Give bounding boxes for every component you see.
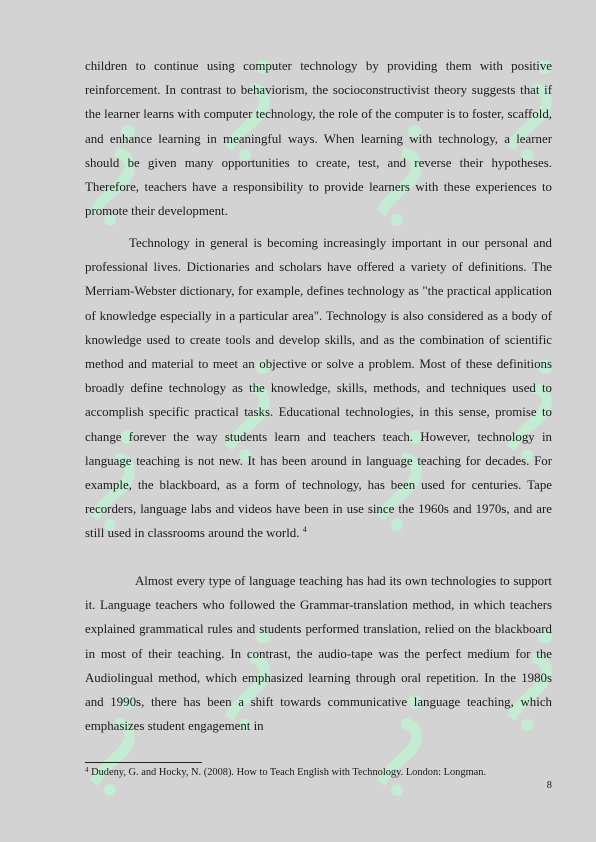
footnote <box>85 766 555 779</box>
body-paragraph-3: Almost every type of language teaching has had its own technologies to support it. Language teachers who followed the Grammar-translation method, in which teachers explained grammatical rules and students performed translation, relied on the blackboard in most of their teaching. In contrast, the audio-tape was the perfect medium for the Audiolingual method, which emphasized learning through oral repetition. In the 1980s and 1990s, there has been a shift towards communicative language teaching, which emphasizes student engagement in <box>85 574 552 734</box>
page-number: 8 <box>546 780 552 791</box>
footnote-marker: 4 <box>85 766 89 774</box>
footnote-text: Dudeny, G. and Hocky, N. (2008). How to Teach English with Technology. London: Longman. <box>88 767 487 778</box>
body-paragraph-2-text: Technology in general is becoming increasingly important in our personal and professional lives. Dictionaries and scholars have offered a variety of definitions. The Merriam-Webster dictionary, for example, defines technology as "the practical application of knowledge especially in a particular area". Technology is also considered as a body of knowledge used to create tools and develop skills, and as the combination of scientific method and material to meet an objective or solve a problem. Most of these definitions broadly define technology as the knowledge, skills, methods, and techniques used to accomplish specific practical tasks. Educational technologies, in this sense, promise to change forever the way students learn and teachers teach. However, technology in language teaching is not new. It has been around in language teaching for decades. For example, the blackboard, as a form of technology, has been used for centuries. Tape recorders, language labs and videos have been in use since the 1960s and 1970s, and are still used in classrooms around the world. <box>85 236 552 541</box>
body-paragraph-1: children to continue using computer technology by providing them with positive reinforcement. In contrast to behaviorism, the socioconstructivist theory suggests that if the learner learns with computer technology, the role of the computer is to foster, scaffold, and enhance learning in meaningful ways. When learning with technology, a learner should be given many opportunities to create, test, and reverse their hypotheses. Therefore, teachers have a responsibility to provide learners with these experiences to promote their development. <box>85 59 552 219</box>
body-paragraph-2 <box>85 231 552 546</box>
footnote-separator <box>85 762 202 763</box>
footnote-reference[interactable]: 4 <box>302 525 307 535</box>
